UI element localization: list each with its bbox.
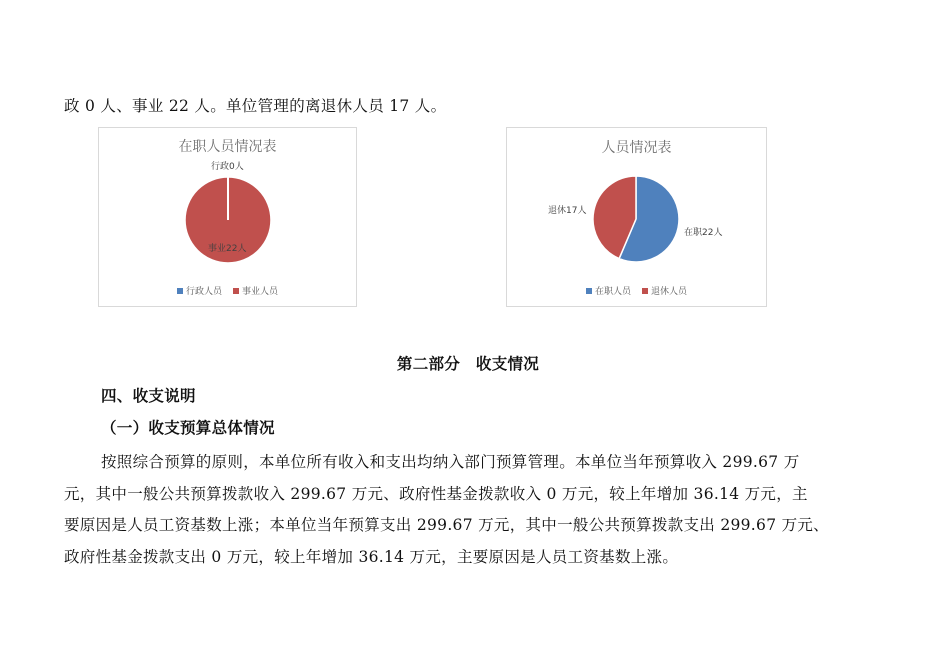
legend-swatch xyxy=(642,288,648,294)
paragraph-line: 按照综合预算的原则，本单位所有收入和支出均纳入部门预算管理。本单位当年预算收入 299.67 万 xyxy=(101,453,800,471)
paragraph-line: 政府性基金拨款支出 0 万元，较上年增加 36.14 万元，主要原因是人员工资基数上涨。 xyxy=(64,548,679,566)
legend-item xyxy=(177,284,222,297)
intro-line: 政 0 人、事业 22 人。单位管理的离退休人员 17 人。 xyxy=(64,97,447,115)
data-label-admin: 行政0人 xyxy=(211,162,244,172)
data-label-institution: 事业22人 xyxy=(208,244,247,254)
chart-title: 在职人员情况表 xyxy=(178,139,277,155)
pie-chart xyxy=(99,128,356,306)
subheading-one: （一）收支预算总体情况 xyxy=(101,418,275,437)
paragraph-line: 要原因是人员工资基数上涨；本单位当年预算支出 299.67 万元，其中一般公共预算拨款支出 299.67 万元、 xyxy=(64,516,829,534)
legend-swatch xyxy=(586,288,592,294)
legend-item xyxy=(586,284,631,297)
chart-title: 人员情况表 xyxy=(601,140,672,156)
legend-label: 行政人员 xyxy=(186,287,223,297)
paragraph-line: 元，其中一般公共预算拨款收入 299.67 万元、政府性基金拨款收入 0 万元，较上年增加 36.14 万元，主 xyxy=(64,485,808,503)
legend xyxy=(99,284,356,297)
data-label-on-duty: 在职22人 xyxy=(684,228,723,238)
chart-staff-overall xyxy=(506,127,767,307)
legend-label: 退休人员 xyxy=(650,287,687,297)
data-label-retired: 退休17人 xyxy=(548,206,587,216)
legend-item xyxy=(233,284,278,297)
legend-swatch xyxy=(177,288,183,294)
pie-chart xyxy=(507,128,766,306)
legend-swatch xyxy=(233,288,239,294)
part-title: 第二部分 收支情况 xyxy=(396,354,540,373)
legend-item xyxy=(642,284,687,297)
chart-staff-on-duty xyxy=(98,127,357,307)
legend-label: 在职人员 xyxy=(595,287,632,297)
legend xyxy=(507,284,766,297)
legend-label: 事业人员 xyxy=(241,287,278,297)
pie-slices xyxy=(593,176,679,262)
heading-four: 四、收支说明 xyxy=(101,386,196,405)
